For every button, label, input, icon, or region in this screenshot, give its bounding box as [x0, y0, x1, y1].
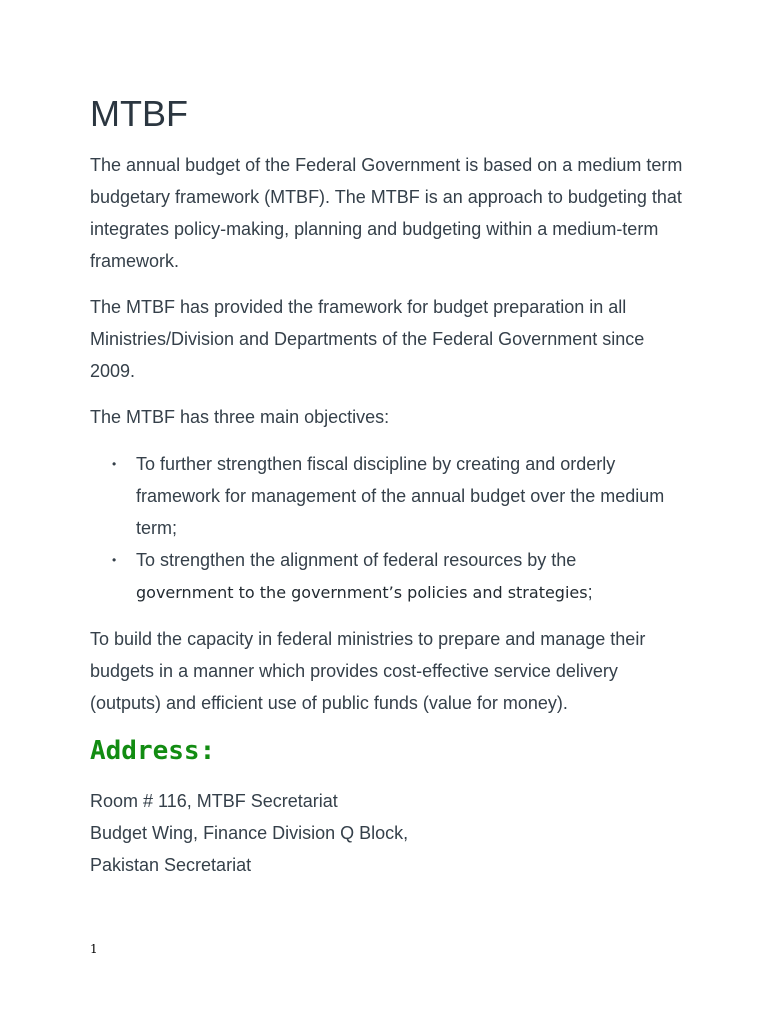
framework-paragraph: The MTBF has provided the framework for budget preparation in all Ministries/Division and Departments of the Federal Government since 2009.	[90, 297, 645, 381]
objectives-intro: The MTBF has three main objectives:	[90, 407, 390, 427]
document-page	[90, 92, 690, 881]
bullet-icon: •	[112, 457, 117, 471]
intro-paragraph: The annual budget of the Federal Government is based on a medium term budgetary framework (MTBF). The MTBF is an approach to budgeting that integrates policy-making, planning and budgeting within a medium-term framework.	[90, 155, 683, 271]
list-item	[112, 448, 690, 544]
objective-text: To further strengthen fiscal discipline by creating and orderly framework for management of the annual budget over the medium term;	[136, 454, 665, 538]
objective-text: To strengthen the alignment of federal resources by the	[136, 550, 577, 570]
objective-text-tail: government to the government’s policies and strategies	[136, 583, 588, 602]
address-block	[90, 785, 690, 881]
capacity-paragraph: To build the capacity in federal ministries to prepare and manage their budgets in a manner which provides cost-effective service delivery (outputs) and efficient use of public funds (value for money).	[90, 629, 646, 713]
page-number: 1	[90, 942, 98, 956]
page-title: MTBF	[90, 93, 188, 134]
bullet-icon: •	[112, 553, 117, 567]
address-line: Room # 116, MTBF Secretariat	[90, 791, 338, 811]
address-line: Budget Wing, Finance Division Q Block,	[90, 823, 409, 843]
address-line: Pakistan Secretariat	[90, 855, 252, 875]
objective-text-end: ;	[587, 582, 593, 602]
address-heading: Address:	[90, 736, 216, 766]
list-item	[112, 544, 690, 609]
objectives-list	[112, 448, 690, 609]
